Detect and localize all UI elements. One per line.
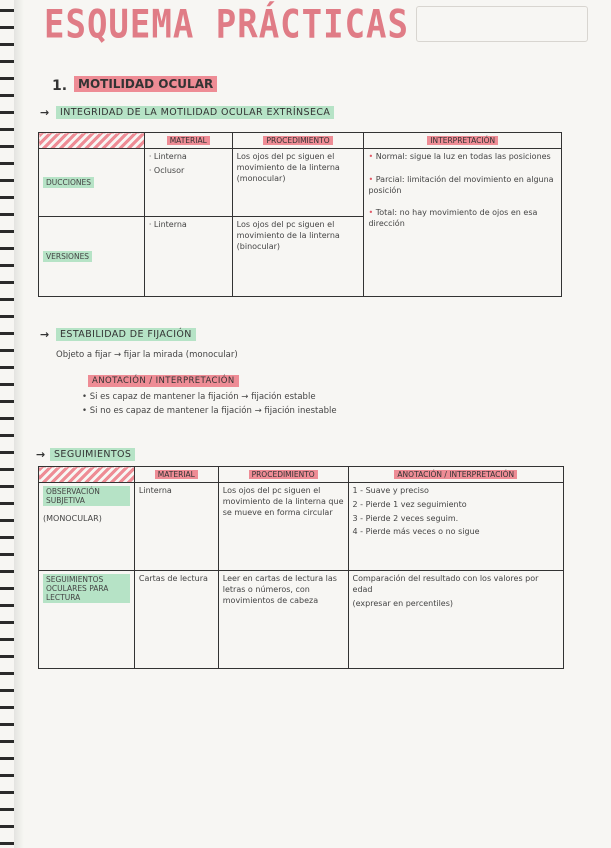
- list-item: • Parcial: limitación del movimiento en alguna posición: [368, 174, 554, 195]
- section-title-text: MOTILIDAD OCULAR: [74, 76, 217, 92]
- interpretation-cell: [364, 149, 562, 297]
- material-cell: Cartas de lectura: [134, 571, 218, 669]
- section-number: 1.: [52, 78, 68, 94]
- header-procedure: PROCEDIMIENTO: [218, 467, 348, 483]
- table-row: [39, 571, 564, 669]
- hatched-corner: [39, 467, 135, 483]
- page-title: ESQUEMA PRÁCTICAS: [44, 2, 409, 48]
- part2-heading-text: ESTABILIDAD DE FIJACIÓN: [56, 328, 196, 341]
- list-item: • Si es capaz de mantener la fijación → fijación estable: [82, 392, 316, 402]
- procedure-cell: Los ojos del pc siguen el movimiento de la linterna (binocular): [232, 217, 364, 297]
- row-label-observation: OBSERVACIÓN SUBJETIVA (MONOCULAR): [39, 483, 135, 571]
- list-item: · Linterna: [148, 152, 187, 161]
- row-label-ducciones: DUCCIONES: [39, 149, 145, 217]
- arrow-icon: →: [40, 106, 50, 119]
- arrow-icon: →: [40, 328, 50, 341]
- list-item: 2 - Pierde 1 vez seguimiento: [352, 499, 467, 509]
- material-cell: [144, 149, 232, 217]
- list-item: Comparación del resultado con los valores por edad: [352, 574, 539, 594]
- row-label-reading: SEGUIMIENTOS OCULARES PARA LECTURA: [39, 571, 135, 669]
- title-box-mark: [416, 6, 588, 42]
- part3-heading: [50, 449, 135, 460]
- annotation-cell: [348, 483, 563, 571]
- binding-shadow: [14, 0, 24, 848]
- hatched-corner: [39, 133, 145, 149]
- list-item: 1 - Suave y preciso: [352, 486, 429, 495]
- annotation-cell: [348, 571, 563, 669]
- part1-heading: [56, 107, 334, 118]
- list-item: 4 - Pierde más veces o no sigue: [352, 527, 480, 537]
- table-header-row: [39, 467, 564, 483]
- section-title: [74, 77, 217, 91]
- header-interpretation: INTERPRETACIÓN: [364, 133, 562, 149]
- header-procedure: PROCEDIMIENTO: [232, 133, 364, 149]
- header-annotation: ANOTACIÓN / INTERPRETACIÓN: [348, 467, 563, 483]
- material-cell: Linterna: [134, 483, 218, 571]
- procedure-cell: Leer en cartas de lectura las letras o números, con movimientos de cabeza: [218, 571, 348, 669]
- table-row: [39, 149, 562, 217]
- table-row: [39, 483, 564, 571]
- header-material: MATERIAL: [134, 467, 218, 483]
- part2-note-title: ANOTACIÓN / INTERPRETACIÓN: [88, 375, 239, 386]
- tracking-table: [38, 466, 564, 669]
- list-item: • Normal: sigue la luz en todas las posiciones: [368, 152, 551, 161]
- list-item: • Total: no hay movimiento de ojos en esa dirección: [368, 208, 538, 229]
- motility-table: [38, 132, 562, 297]
- procedure-cell: Los ojos del pc siguen el movimiento de la linterna (monocular): [232, 149, 364, 217]
- row-label-versiones: VERSIONES: [39, 217, 145, 297]
- list-item: · Linterna: [148, 220, 187, 229]
- material-cell: [144, 217, 232, 297]
- part3-heading-text: SEGUIMIENTOS: [50, 448, 135, 461]
- procedure-cell: Los ojos del pc siguen el movimiento de la linterna que se mueve en forma circular: [218, 483, 348, 571]
- arrow-icon: →: [36, 448, 46, 461]
- list-item: • Si no es capaz de mantener la fijación → fijación inestable: [82, 406, 337, 416]
- part2-heading: [56, 329, 196, 340]
- part1-heading-text: INTEGRIDAD DE LA MOTILIDAD OCULAR EXTRÍNSECA: [56, 106, 334, 119]
- header-material: MATERIAL: [144, 133, 232, 149]
- table-header-row: [39, 133, 562, 149]
- list-item: 3 - Pierde 2 veces seguim.: [352, 513, 459, 523]
- list-item: · Oclusor: [148, 165, 185, 175]
- list-item: (expresar en percentiles): [352, 598, 454, 608]
- fixation-line: Objeto a fijar → fijar la mirada (monocular): [56, 350, 238, 360]
